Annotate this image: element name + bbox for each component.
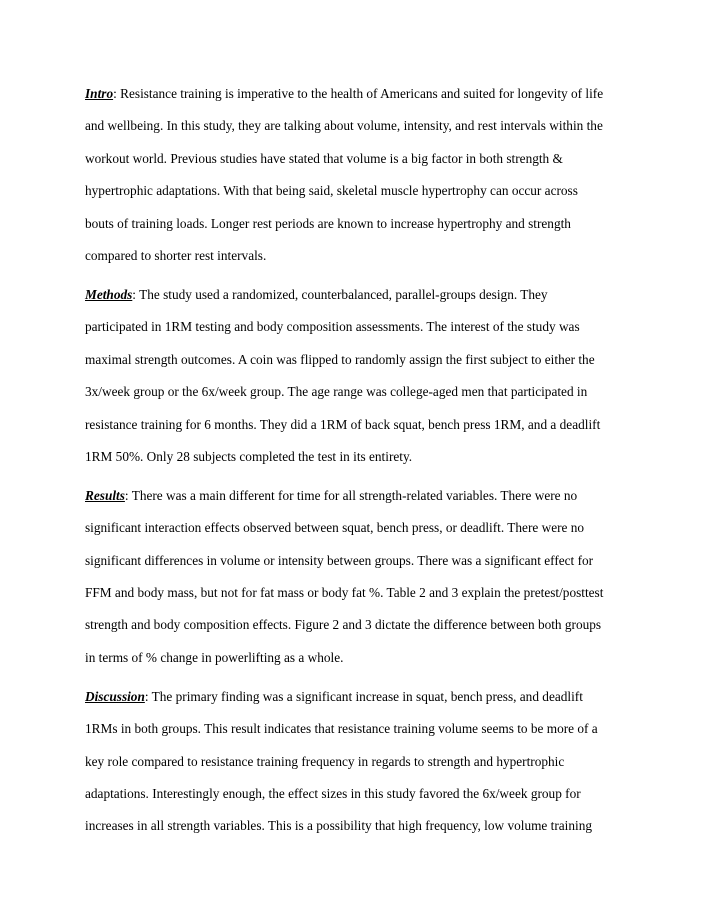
paragraph-line: 1RM 50%. Only 28 subjects completed the test in its entirety. <box>85 448 413 464</box>
heading-intro: Intro <box>85 86 114 101</box>
paragraph-line: 3x/week group or the 6x/week group. The age range was college-aged men that participated in <box>85 384 588 400</box>
document-body <box>85 78 637 843</box>
paragraph-text: The study used a randomized, counterbalanced, parallel-groups design. They <box>136 286 548 302</box>
paragraph-text: There was a main different for time for all strength-related variables. There were no <box>128 487 578 503</box>
paragraph-line: strength and body composition effects. Figure 2 and 3 dictate the difference between both groups <box>85 617 602 633</box>
paragraph-line: and wellbeing. In this study, they are talking about volume, intensity, and rest intervals within the <box>85 118 603 134</box>
paragraph-line: adaptations. Interestingly enough, the effect sizes in this study favored the 6x/week group for <box>85 785 581 801</box>
paragraph-line <box>85 78 637 110</box>
paragraph-line: significant differences in volume or intensity between groups. There was a significant effect for <box>85 552 594 568</box>
paragraph-line: key role compared to resistance training frequency in regards to strength and hypertrophic <box>85 753 565 769</box>
paragraph-text: The primary finding was a significant increase in squat, bench press, and deadlift <box>148 688 583 704</box>
paragraph-results <box>85 480 637 674</box>
paragraph-line: compared to shorter rest intervals. <box>85 247 267 263</box>
paragraph-discussion <box>85 681 637 843</box>
paragraph-line: hypertrophic adaptations. With that being said, skeletal muscle hypertrophy can occur across <box>85 183 578 199</box>
paragraph-methods <box>85 279 637 473</box>
paragraph-line: bouts of training loads. Longer rest periods are known to increase hypertrophy and strength <box>85 215 571 231</box>
paragraph-intro <box>85 78 637 272</box>
paragraph-line <box>85 279 637 311</box>
heading-separator: : <box>113 86 117 101</box>
paragraph-line: in terms of % change in powerlifting as a whole. <box>85 649 344 665</box>
paragraph-line <box>85 480 637 512</box>
paragraph-line <box>85 681 637 713</box>
heading-separator: : <box>144 688 149 704</box>
paragraph-line: increases in all strength variables. This is a possibility that high frequency, low volume training <box>85 818 593 834</box>
heading-methods: Methods <box>85 286 133 302</box>
heading-results: Results <box>85 487 125 503</box>
paragraph-line: participated in 1RM testing and body composition assessments. The interest of the study was <box>85 319 580 335</box>
heading-separator: : <box>124 487 129 503</box>
heading-discussion: Discussion <box>85 688 145 704</box>
paragraph-line: maximal strength outcomes. A coin was flipped to randomly assign the first subject to either the <box>85 351 595 367</box>
paragraph-line: 1RMs in both groups. This result indicates that resistance training volume seems to be more of a <box>85 721 598 737</box>
paragraph-line: workout world. Previous studies have stated that volume is a big factor in both strength & <box>85 150 563 166</box>
paragraph-text: Resistance training is imperative to the health of Americans and suited for longevity of life <box>116 86 604 101</box>
paragraph-line: resistance training for 6 months. They did a 1RM of back squat, bench press 1RM, and a deadlift <box>85 416 601 432</box>
heading-separator: : <box>132 286 136 302</box>
paragraph-line: FFM and body mass, but not for fat mass or body fat %. Table 2 and 3 explain the pretest/posttest <box>85 585 604 601</box>
paragraph-line: significant interaction effects observed between squat, bench press, or deadlift. There were no <box>85 520 585 536</box>
